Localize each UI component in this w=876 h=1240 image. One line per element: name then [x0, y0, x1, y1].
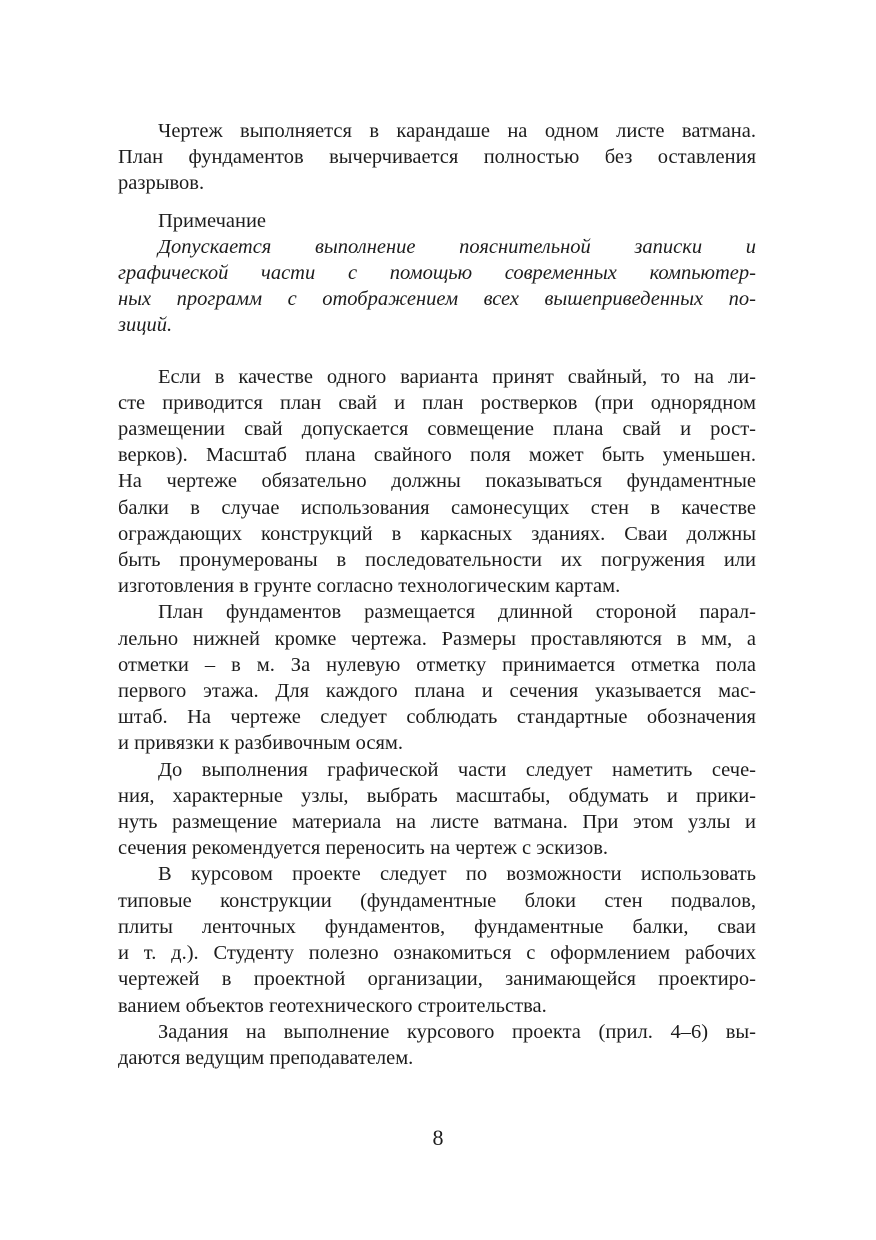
text-line: даются ведущим преподавателем.: [118, 1046, 414, 1069]
text-line: ных программ с отображением всех вышеприведенных по-: [118, 288, 756, 311]
text-line: сечения рекомендуется переносить на чертеж с эскизов.: [118, 837, 609, 860]
paragraph-assignments: [118, 1019, 756, 1071]
text-line: На чертеже обязательно должны показываться фундаментные: [118, 470, 756, 493]
spacer: [118, 197, 756, 208]
paragraph-drawing-requirements: [118, 118, 756, 197]
text-line: верков). Масштаб плана свайного поля может быть уменьшен.: [118, 444, 756, 467]
paragraph-foundation-plan: [118, 599, 756, 756]
text-line: ния, характерные узлы, выбрать масштабы, обдумать и прики-: [118, 784, 756, 807]
text-line: первого этажа. Для каждого плана и сечения указывается мас-: [118, 680, 756, 703]
text-line: Задания на выполнение курсового проекта (прил. 4–6) вы-: [158, 1020, 756, 1043]
page-number: 8: [432, 1125, 444, 1150]
page-body: [118, 118, 756, 1071]
text-line: графической части с помощью современных компьютер-: [118, 262, 756, 285]
text-line: типовые конструкции (фундаментные блоки стен подвалов,: [118, 889, 756, 912]
paragraph-typical-structures: [118, 861, 756, 1018]
text-line: отметки – в м. За нулевую отметку принимается отметка пола: [118, 653, 756, 676]
text-line: разрывов.: [118, 172, 205, 195]
text-line: балки в случае использования самонесущих стен в качестве: [118, 496, 756, 519]
text-line: штаб. На чертеже следует соблюдать стандартные обозначения: [118, 706, 756, 729]
text-line: размещении свай допускается совмещение плана свай и рост-: [118, 418, 756, 441]
text-line: чертежей в проектной организации, занимающейся проектиро-: [118, 968, 756, 991]
text-line: Если в качестве одного варианта принят свайный, то на ли-: [158, 365, 756, 388]
text-line: Допускается выполнение пояснительной записки и: [158, 235, 756, 258]
paragraph-preparation: [118, 757, 756, 862]
text-line: До выполнения графической части следует наметить сече-: [158, 758, 756, 781]
text-line: и т. д.). Студенту полезно ознакомиться с оформлением рабочих: [118, 942, 756, 965]
paragraph-pile-plan: [118, 364, 756, 600]
text-line: План фундаментов размещается длинной стороной парал-: [158, 601, 756, 624]
text-line: ванием объектов геотехнического строительства.: [118, 994, 547, 1017]
text-line: ограждающих конструкций в каркасных зданиях. Сваи должны: [118, 522, 756, 545]
text-line: Чертеж выполняется в карандаше на одном листе ватмана.: [158, 120, 756, 142]
text-line: В курсовом проекте следует по возможности использовать: [158, 863, 756, 886]
text-line: лельно нижней кромке чертежа. Размеры проставляются в мм, а: [118, 627, 756, 650]
text-line: быть пронумерованы в последовательности их погружения или: [118, 549, 756, 572]
text-line: План фундаментов вычерчивается полностью без оставления: [118, 146, 756, 169]
text-line: изготовления в грунте согласно технологическим картам.: [118, 575, 621, 598]
text-line: нуть размещение материала на листе ватмана. При этом узлы и: [118, 811, 756, 834]
spacer: [118, 339, 756, 364]
note-text: [118, 234, 756, 339]
text-line: зиций.: [118, 314, 173, 337]
text-line: сте приводится план свай и план ростверков (при однорядном: [118, 391, 756, 414]
note-label: Примечание: [158, 209, 267, 232]
text-line: плиты ленточных фундаментов, фундаментные балки, сваи: [118, 915, 756, 938]
text-line: и привязки к разбивочным осям.: [118, 732, 404, 755]
